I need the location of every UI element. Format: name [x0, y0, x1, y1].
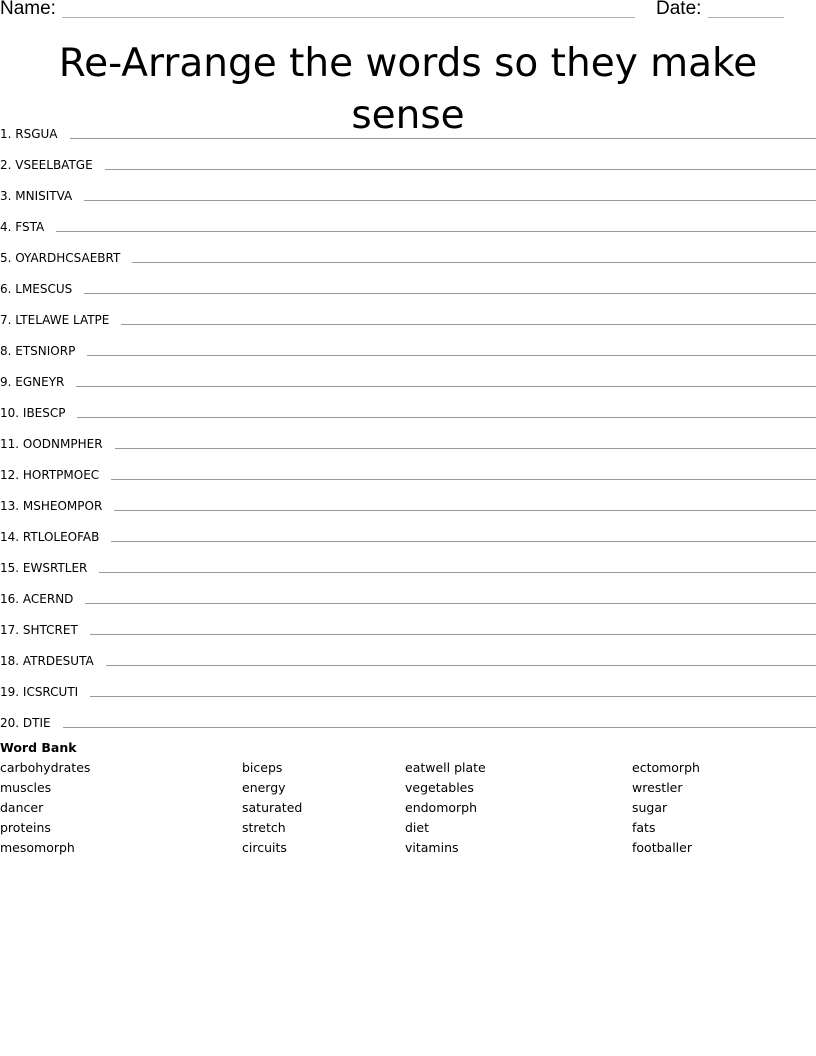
word-bank-word: vegetables [405, 780, 474, 795]
question-item [0, 174, 816, 205]
question-text: 16. ACERND [0, 592, 74, 606]
question-text: 7. LTELAWE LATPE [0, 313, 110, 327]
word-bank-column [0, 759, 90, 859]
question-text: 14. RTLOLEOFAB [0, 530, 100, 544]
question-text: 17. SHTCRET [0, 623, 78, 637]
word-bank-grid [0, 759, 816, 869]
answer-line[interactable] [99, 572, 816, 573]
page-title: Re-Arrange the words so they make sense [58, 41, 758, 138]
answer-line[interactable] [121, 324, 816, 325]
word-bank-word: proteins [0, 820, 51, 835]
question-item [0, 112, 816, 143]
date-answer-line[interactable] [708, 17, 784, 18]
question-text: 12. HORTPMOEC [0, 468, 100, 482]
answer-line[interactable] [90, 634, 816, 635]
date-label: Date: [656, 0, 702, 19]
answer-line[interactable] [84, 200, 816, 201]
answer-line[interactable] [77, 417, 816, 418]
word-bank-word: carbohydrates [0, 760, 91, 775]
question-text: 6. LMESCUS [0, 282, 73, 296]
question-text: 8. ETSNIORP [0, 344, 76, 358]
answer-line[interactable] [115, 448, 816, 449]
answer-line[interactable] [114, 510, 816, 511]
answer-line[interactable] [85, 603, 816, 604]
word-bank-word: footballer [632, 840, 692, 855]
answer-line[interactable] [84, 293, 816, 294]
answer-line[interactable] [63, 727, 816, 728]
word-bank-word: dancer [0, 800, 44, 815]
word-bank-word: muscles [0, 780, 52, 795]
question-text: 19. ICSRCUTI [0, 685, 79, 699]
question-item [0, 391, 816, 422]
question-item [0, 515, 816, 546]
word-bank-word: stretch [242, 820, 286, 835]
name-label: Name: [0, 0, 56, 19]
word-bank-word: diet [405, 820, 429, 835]
word-bank-word: wrestler [632, 780, 683, 795]
question-text: 3. MNISITVA [0, 189, 73, 203]
question-item [0, 670, 816, 701]
question-item [0, 577, 816, 608]
word-bank-word: vitamins [405, 840, 459, 855]
question-text: 20. DTIE [0, 716, 51, 730]
word-bank-word: mesomorph [0, 840, 75, 855]
word-bank-word: saturated [242, 800, 303, 815]
question-item [0, 608, 816, 639]
question-list [0, 112, 816, 732]
question-text: 18. ATRDESUTA [0, 654, 94, 668]
answer-line[interactable] [106, 665, 816, 666]
question-text: 4. FSTA [0, 220, 45, 234]
question-item [0, 360, 816, 391]
question-text: 1. RSGUA [0, 127, 58, 141]
name-answer-line[interactable] [62, 17, 635, 18]
question-text: 13. MSHEOMPOR [0, 499, 103, 513]
question-item [0, 267, 816, 298]
question-text: 11. OODNMPHER [0, 437, 103, 451]
answer-line[interactable] [76, 386, 816, 387]
question-item [0, 701, 816, 732]
worksheet-header [0, 0, 816, 22]
question-item [0, 422, 816, 453]
question-text: 9. EGNEYR [0, 375, 65, 389]
word-bank-word: eatwell plate [405, 760, 486, 775]
answer-line[interactable] [70, 138, 816, 139]
word-bank-column [632, 759, 700, 859]
word-bank-word: biceps [242, 760, 283, 775]
word-bank-word: ectomorph [632, 760, 700, 775]
word-bank-column [242, 759, 302, 859]
question-item [0, 546, 816, 577]
question-item [0, 298, 816, 329]
word-bank-word: endomorph [405, 800, 478, 815]
answer-line[interactable] [105, 169, 816, 170]
answer-line[interactable] [132, 262, 816, 263]
word-bank-word: fats [632, 820, 656, 835]
question-item [0, 236, 816, 267]
question-text: 15. EWSRTLER [0, 561, 88, 575]
word-bank-title: Word Bank [0, 740, 77, 755]
answer-line[interactable] [111, 541, 816, 542]
question-item [0, 143, 816, 174]
question-item [0, 453, 816, 484]
word-bank-word: energy [242, 780, 286, 795]
question-text: 2. VSEELBATGE [0, 158, 93, 172]
word-bank-column [405, 759, 486, 859]
word-bank-word: circuits [242, 840, 287, 855]
question-item [0, 484, 816, 515]
answer-line[interactable] [56, 231, 816, 232]
question-text: 5. OYARDHCSAEBRT [0, 251, 121, 265]
answer-line[interactable] [87, 355, 816, 356]
word-bank-word: sugar [632, 800, 668, 815]
question-item [0, 639, 816, 670]
answer-line[interactable] [90, 696, 816, 697]
question-text: 10. IBESCP [0, 406, 66, 420]
word-bank [0, 739, 816, 869]
question-item [0, 205, 816, 236]
answer-line[interactable] [111, 479, 816, 480]
question-item [0, 329, 816, 360]
